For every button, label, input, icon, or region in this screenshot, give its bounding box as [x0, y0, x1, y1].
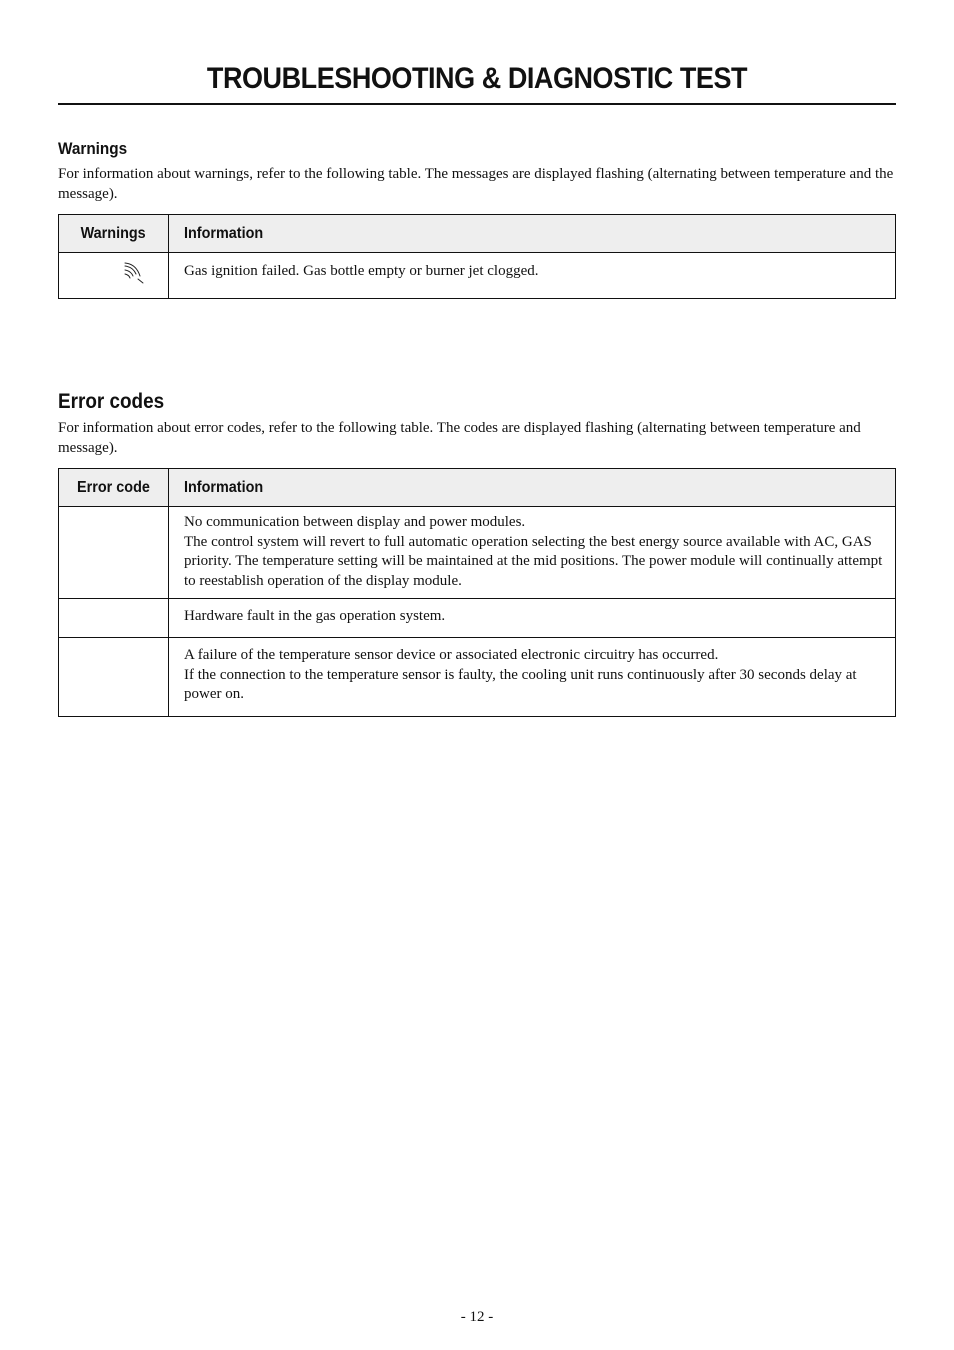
warnings-heading: Warnings: [58, 139, 128, 158]
warnings-intro: For information about warnings, refer to the following table. The messages are displayed flashing (alternating between temperature and the message).: [58, 166, 894, 202]
error-info-line: The control system will revert to full automatic operation selecting the best energy source available with AC, GAS priority. The temperature setting will be maintained at the mid positions. The power module will continually attempt to reestablish operation of the display module.: [184, 533, 883, 589]
page-number: - 12 -: [460, 1309, 494, 1325]
error-info-line: If the connection to the temperature sensor is faulty, the cooling unit runs continuously after 30 seconds delay at power on.: [184, 666, 857, 702]
warnings-table-header: [59, 215, 896, 253]
table-row: [59, 599, 896, 638]
error-info-line: No communication between display and power modules.: [184, 514, 526, 530]
error-codes-heading: Error codes: [58, 390, 165, 413]
table-row: [59, 507, 896, 599]
information-col-header: Information: [169, 469, 896, 507]
table-row: [59, 638, 896, 717]
error-code-col-header: Error code: [59, 469, 169, 507]
error-info-cell: [169, 507, 896, 599]
gas-flame-signal-icon: [123, 262, 145, 291]
warnings-col-header: Warnings: [59, 215, 169, 253]
warning-info-cell: Gas ignition failed. Gas bottle empty or burner jet clogged.: [169, 253, 896, 299]
error-codes-intro: For information about error codes, refer to the following table. The codes are displayed flashing (alternating between temperature and message).: [58, 420, 861, 456]
information-col-header: Information: [169, 215, 896, 253]
error-info-cell: [169, 638, 896, 717]
error-info-line: A failure of the temperature sensor device or associated electronic circuitry has occurred.: [184, 647, 719, 663]
error-codes-table-header: [59, 469, 896, 507]
error-info-line: Hardware fault in the gas operation system.: [184, 608, 446, 624]
page-title: TROUBLESHOOTING & DIAGNOSTIC TEST: [206, 62, 748, 95]
error-code-cell: [59, 507, 169, 599]
warning-icon-cell: [59, 253, 169, 299]
warnings-table: [58, 214, 896, 299]
title-divider: [58, 103, 896, 105]
error-codes-table: [58, 468, 896, 717]
table-row: [59, 253, 896, 299]
error-info-cell: [169, 599, 896, 638]
error-code-cell: [59, 599, 169, 638]
error-code-cell: [59, 638, 169, 717]
